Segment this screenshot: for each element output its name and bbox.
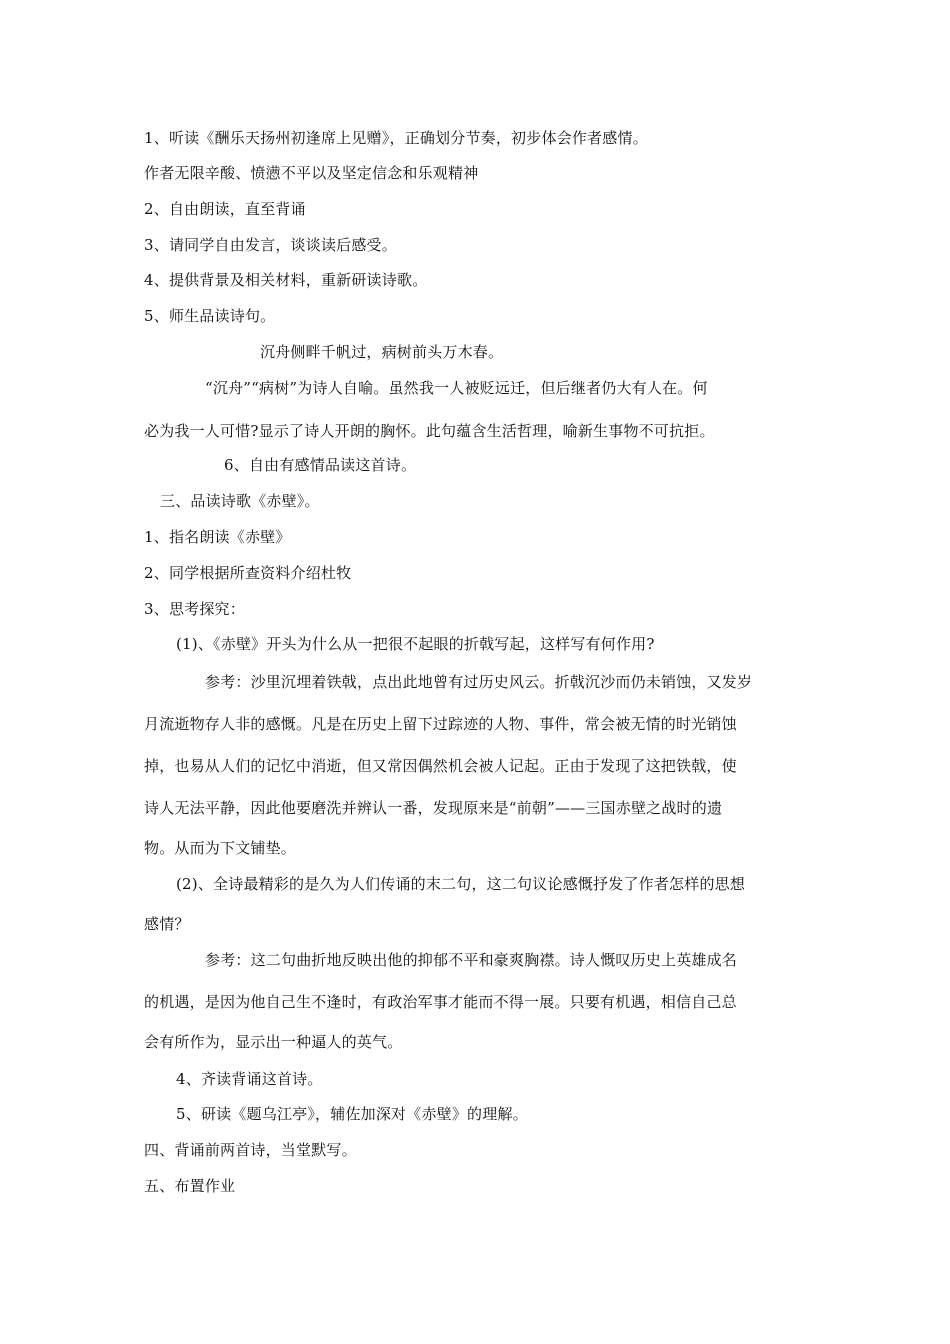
text-line: 诗人无法平静，因此他要磨洗并辨认一番，发现原来是“前朝”——三国赤壁之战时的遗 bbox=[144, 799, 723, 817]
text-line: 月流逝物存人非的感慨。凡是在历史上留下过踪迹的人物、事件，常会被无情的时光销蚀 bbox=[144, 715, 737, 733]
text-line: 3、思考探究： bbox=[144, 600, 245, 618]
text-line: 1、听读《酬乐天扬州初逢席上见赠》，正确划分节奏，初步体会作者感情。 bbox=[144, 129, 648, 147]
section-heading: 三、品读诗歌《赤壁》。 bbox=[160, 492, 320, 510]
text-line: 会有所作为，显示出一种逼人的英气。 bbox=[144, 1033, 403, 1051]
text-line: 物。从而为下文铺垫。 bbox=[144, 839, 297, 857]
text-line: “沉舟”“病树”为诗人自喻。虽然我一人被贬远迁，但后继者仍大有人在。何 bbox=[205, 379, 708, 397]
text-line: 4、齐读背诵这首诗。 bbox=[176, 1070, 323, 1088]
poem-line: 沉舟侧畔千帆过，病树前头万木春。 bbox=[260, 343, 504, 361]
text-line: 5、师生品读诗句。 bbox=[144, 307, 276, 325]
text-line: 感情？ bbox=[144, 915, 190, 933]
question-line: (1)、《赤壁》开头为什么从一把很不起眼的折戟写起，这样写有何作用? bbox=[176, 635, 655, 653]
text-line: 2、自由朗读，直至背诵 bbox=[144, 200, 306, 218]
text-line: 掉，也易从人们的记忆中消逝，但又常因偶然机会被人记起。正由于发现了这把铁戟，使 bbox=[144, 757, 737, 775]
text-line: 2、同学根据所查资料介绍杜牧 bbox=[144, 564, 352, 582]
text-line: 作者无限辛酸、愤懑不平以及坚定信念和乐观精神 bbox=[144, 164, 479, 182]
question-line: (2)、全诗最精彩的是久为人们传诵的末二句，这二句议论感慨抒发了作者怎样的思想 bbox=[176, 875, 746, 893]
text-line: 参考：这二句曲折地反映出他的抑郁不平和豪爽胸襟。诗人慨叹历史上英雄成名 bbox=[205, 951, 738, 969]
text-line: 的机遇，是因为他自己生不逢时，有政治军事才能而不得一展。只要有机遇，相信自己总 bbox=[144, 993, 737, 1011]
text-line: 6、自由有感情品读这首诗。 bbox=[224, 456, 417, 474]
text-line: 必为我一人可惜?显示了诗人开朗的胸怀。此句蕴含生活哲理，喻新生事物不可抗拒。 bbox=[144, 422, 715, 440]
section-heading: 四、背诵前两首诗，当堂默写。 bbox=[144, 1141, 357, 1159]
text-line: 4、提供背景及相关材料，重新研读诗歌。 bbox=[144, 271, 428, 289]
text-line: 参考：沙里沉埋着铁戟，点出此地曾有过历史风云。折戟沉沙而仍未销蚀，又发岁 bbox=[205, 673, 753, 691]
section-heading: 五、布置作业 bbox=[144, 1177, 236, 1195]
text-line: 5、研读《题乌江亭》，辅佐加深对《赤壁》的理解。 bbox=[176, 1105, 528, 1123]
text-line: 3、请同学自由发言，谈谈读后感受。 bbox=[144, 236, 397, 254]
text-line: 1、指名朗读《赤壁》 bbox=[144, 528, 291, 546]
